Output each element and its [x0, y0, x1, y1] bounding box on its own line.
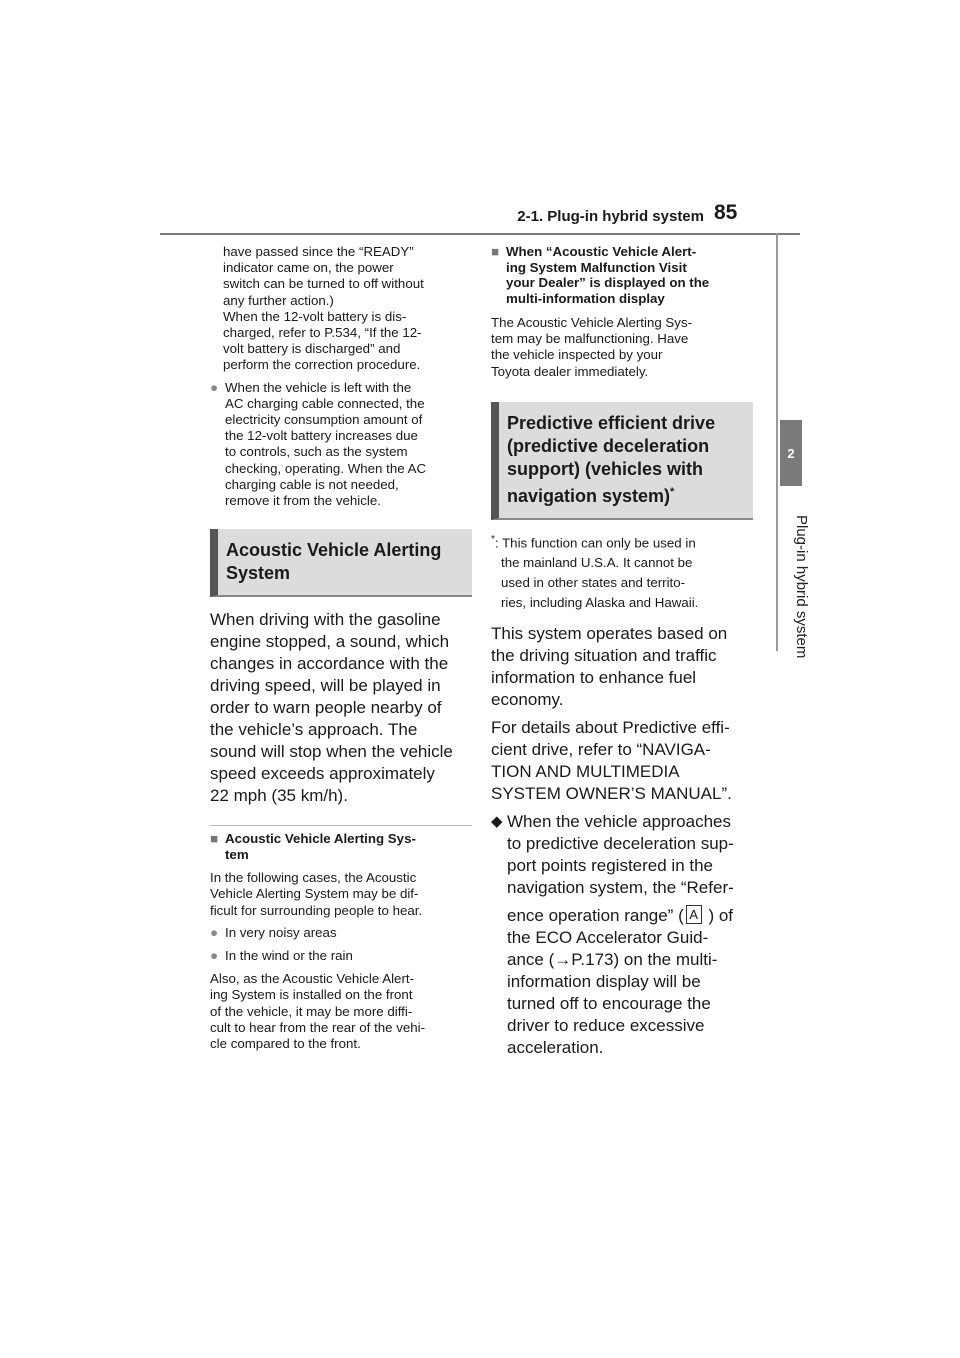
sub-body [491, 315, 753, 380]
bullet-icon: ● [210, 924, 219, 940]
subsection-heading [210, 831, 472, 862]
text-line: cient drive, refer to “NAVIGA- [491, 740, 711, 760]
left-column [210, 244, 472, 1052]
text-line: multi-information display [506, 290, 665, 306]
text-line: to predictive deceleration sup- [507, 834, 734, 854]
body-paragraph [210, 609, 472, 807]
heading-line: Acoustic Vehicle Alerting [226, 540, 442, 561]
text-line: speed exceeds approximately [210, 764, 435, 784]
bullet-icon: ● [210, 379, 219, 395]
text-line: In the following cases, the Acoustic [210, 870, 417, 886]
text-line: Acoustic Vehicle Alerting Sys- [225, 831, 416, 847]
text-line: economy. [491, 690, 564, 710]
text-line: driving speed, will be played in [210, 676, 441, 696]
text-line: the 12-volt battery increases due [225, 428, 418, 444]
text-line: indicator came on, the power [223, 260, 394, 276]
text-line: information display will be [507, 972, 701, 992]
text-line: ing System is installed on the front [210, 987, 413, 1003]
text-line: order to warn people nearby of [210, 698, 442, 718]
text-line: navigation system, the “Refer- [507, 878, 734, 898]
text-line: The Acoustic Vehicle Alerting Sys- [491, 315, 693, 330]
text-line [507, 905, 734, 927]
text-line: volt battery is discharged” and [223, 341, 401, 357]
text-line: charging cable is not needed, [225, 476, 399, 492]
text-line: tem [225, 846, 249, 862]
subsection-heading [491, 244, 753, 306]
text-line: In very noisy areas [225, 924, 337, 940]
text-line: port points registered in the [507, 856, 714, 876]
text-line [507, 949, 734, 971]
heading-line: System [226, 563, 291, 584]
text-line: When the vehicle approaches [507, 812, 731, 832]
text-line: TION AND MULTIMEDIA [491, 762, 680, 782]
heading-line: support) (vehicles with [507, 458, 704, 479]
text-line: turned off to encourage the [507, 994, 711, 1014]
header-rule [160, 233, 800, 235]
text-line: have passed since the “READY” [223, 244, 414, 259]
footnote [491, 530, 753, 613]
footnote-mark: * [491, 533, 495, 545]
body-paragraph [491, 623, 753, 711]
text-line: changes in accordance with the [210, 654, 449, 674]
text-line: SYSTEM OWNER’S MANUAL”. [491, 784, 732, 804]
right-column [491, 244, 753, 1059]
text-line: the driving situation and traffic [491, 646, 717, 666]
text-line: sound will stop when the vehicle [210, 742, 453, 762]
callout-a-label: A [686, 905, 702, 924]
text-line: information to enhance fuel [491, 668, 697, 688]
text-line: acceleration. [507, 1038, 604, 1058]
bullet-icon: ● [210, 948, 219, 964]
text-line: ing System Malfunction Visit [506, 259, 687, 275]
text-line: When the vehicle is left with the [225, 379, 412, 395]
intro-text [210, 244, 472, 374]
text-fragment: ence operation range” ( [507, 906, 684, 926]
text-line: 22 mph (35 km/h). [210, 786, 348, 806]
text-line: the vehicle’s approach. The [210, 720, 418, 740]
text-line: the vehicle inspected by your [491, 347, 663, 363]
list-item [210, 380, 472, 510]
heading-line: (predictive deceleration [507, 435, 710, 456]
heading-line: navigation system) [507, 485, 671, 506]
text-line: electricity consumption amount of [225, 412, 423, 428]
text-line: used in other states and territo- [501, 575, 686, 591]
list-item [491, 811, 753, 1059]
text-line: AC charging cable connected, the [225, 395, 425, 411]
chapter-tab[interactable]: 2 [780, 420, 802, 486]
body-paragraph [491, 717, 753, 805]
text-line: Also, as the Acoustic Vehicle Alert- [210, 971, 414, 987]
text-line: When “Acoustic Vehicle Alert- [506, 244, 697, 259]
text-line: of the vehicle, it may be more diffi- [210, 1003, 413, 1019]
text-line: checking, operating. When the AC [225, 460, 427, 476]
text-line: cult to hear from the rear of the vehi- [210, 1019, 426, 1035]
diamond-bullet-icon: ◆ [491, 813, 503, 831]
text-line: ries, including Alaska and Hawaii. [501, 595, 699, 611]
text-line: For details about Predictive effi- [491, 718, 730, 738]
page-number: 85 [714, 201, 738, 224]
text-line: the mainland U.S.A. It cannot be [501, 555, 693, 571]
text-fragment: ance ( [507, 950, 555, 970]
text-line: cle compared to the front. [210, 1036, 361, 1052]
square-bullet-icon: ■ [491, 244, 500, 259]
arrow-right-icon: → [554, 950, 572, 970]
text-line: tem may be malfunctioning. Have [491, 331, 689, 347]
text-fragment: ) of [703, 906, 734, 926]
divider [210, 825, 472, 826]
text-line: the ECO Accelerator Guid- [507, 928, 709, 948]
side-tab-line [776, 233, 778, 651]
sub-body [210, 870, 472, 919]
text-line: Vehicle Alerting System may be dif- [210, 886, 419, 902]
square-bullet-icon: ■ [210, 831, 219, 847]
footnote-asterisk: * [670, 485, 675, 498]
section-title: 2-1. Plug-in hybrid system [517, 208, 704, 225]
chapter-label: Plug-in hybrid system [793, 515, 810, 659]
list-item [210, 948, 472, 964]
heading-line: Predictive efficient drive [507, 412, 716, 433]
text-line: engine stopped, a sound, which [210, 632, 450, 652]
text-line: Toyota dealer immediately. [491, 363, 649, 379]
text-line: perform the correction procedure. [223, 357, 421, 373]
text-line: remove it from the vehicle. [225, 493, 381, 509]
text-line: This system operates based on [491, 624, 728, 644]
text-line: In the wind or the rain [225, 948, 353, 964]
text-line: When the 12-volt battery is dis- [223, 308, 407, 324]
text-line: ficult for surrounding people to hear. [210, 902, 423, 918]
text-line: any further action.) [223, 292, 334, 308]
text-line: : This function can only be used in [494, 535, 696, 551]
text-line: to controls, such as the system [225, 444, 408, 460]
list-item [210, 925, 472, 941]
text-line: your Dealer” is displayed on the [506, 275, 710, 290]
section-heading [210, 529, 472, 597]
text-line: driver to reduce excessive [507, 1016, 705, 1036]
also-paragraph [210, 971, 472, 1052]
page-reference-link[interactable]: P.173) on the multi- [571, 950, 718, 970]
text-line: charged, refer to P.534, “If the 12- [223, 325, 422, 341]
text-line: When driving with the gasoline [210, 610, 441, 630]
section-heading [491, 402, 753, 520]
text-line: switch can be turned to off without [223, 276, 424, 292]
